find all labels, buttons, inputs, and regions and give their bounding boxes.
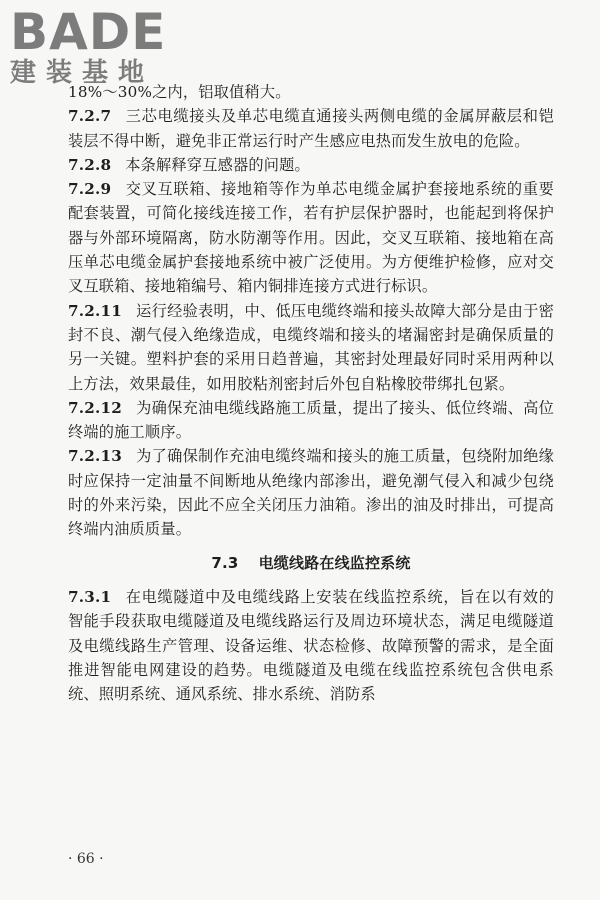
paragraph-continuation xyxy=(68,80,554,104)
clause-7-2-8 xyxy=(68,153,554,177)
clause-7-2-12 xyxy=(68,396,554,445)
page-number: · 66 · xyxy=(68,851,104,867)
clause-text: 运行经验表明，中、低压电缆终端和接头故障大部分是由于密封不良、潮气侵入绝缘造成，电缆终端和接头的堵漏密封是确保质量的另一关键。塑料护套的采用日趋普遍，其密封处理最好同时采用两种以上方法，效果最佳，如用胶粘剂密封后外包自粘橡胶带绑扎包紧。 xyxy=(68,301,554,393)
clause-number: 7.2.7 xyxy=(68,107,112,126)
clause-number: 7.2.12 xyxy=(68,398,123,417)
clause-number: 7.3.1 xyxy=(68,587,112,606)
clause-text: 为确保充油电缆线路施工质量，提出了接头、低位终端、高位终端的施工顺序。 xyxy=(68,398,554,442)
clause-text: 在电缆隧道中及电缆线路上安装在线监控系统，旨在以有效的智能手段获取电缆隧道及电缆线路运行及周边环境状态，满足电缆隧道及电缆线路生产管理、设备运维、状态检修、故障预警的需求，是全面推进智能电网建设的趋势。电缆隧道及电缆在线监控系统包含供电系统、照明系统、通风系统、排水系统、消防系 xyxy=(68,587,554,704)
clause-text: 本条解释穿互感器的问题。 xyxy=(125,155,310,174)
clause-text: 三芯电缆接头及单芯电缆直通接头两侧电缆的金属屏蔽层和铠装层不得中断，避免非正常运行时产生感应电热而发生放电的危险。 xyxy=(68,107,554,150)
clause-7-3-1 xyxy=(68,585,554,706)
clause-text: 为了确保制作充油电缆终端和接头的施工质量，包绕附加绝缘时应保持一定油量不间断地从绝缘内部渗出，避免潮气侵入和减少包绕时的外来污染，因此不应全关闭压力油箱。渗出的油及时排出，可提高终端内油质质量。 xyxy=(68,447,554,539)
logo-brand: BADE xyxy=(10,3,167,61)
section-number: 7.3 xyxy=(211,553,239,572)
logo-subtitle: 建装基地 xyxy=(10,58,155,88)
clause-number: 7.2.8 xyxy=(68,155,112,174)
bade-logo xyxy=(10,3,167,88)
clause-7-2-7 xyxy=(68,104,554,153)
clause-7-2-11 xyxy=(68,299,554,396)
clause-7-2-9 xyxy=(68,177,554,298)
clause-number: 7.2.13 xyxy=(68,447,123,466)
clause-number: 7.2.9 xyxy=(68,180,112,199)
document-body xyxy=(68,80,554,706)
section-title: 电缆线路在线监控系统 xyxy=(258,553,411,572)
paragraph-text: 18%～30%之内，铝取值稍大。 xyxy=(68,83,291,101)
section-heading xyxy=(68,551,554,575)
clause-text: 交叉互联箱、接地箱等作为单芯电缆金属护套接地系统的重要配套装置，可简化接线连接工作，若有护层保护器时，也能起到将保护器与外部环境隔离，防水防潮等作用。因此，交叉互联箱、接地箱在高压单芯电缆金属护套接地系统中被广泛使用。为方便维护检修，应对交叉互联箱、接地箱编号、箱内铜排连接方式进行标识。 xyxy=(68,180,554,296)
clause-7-2-13 xyxy=(68,444,554,541)
clause-number: 7.2.11 xyxy=(68,301,123,320)
